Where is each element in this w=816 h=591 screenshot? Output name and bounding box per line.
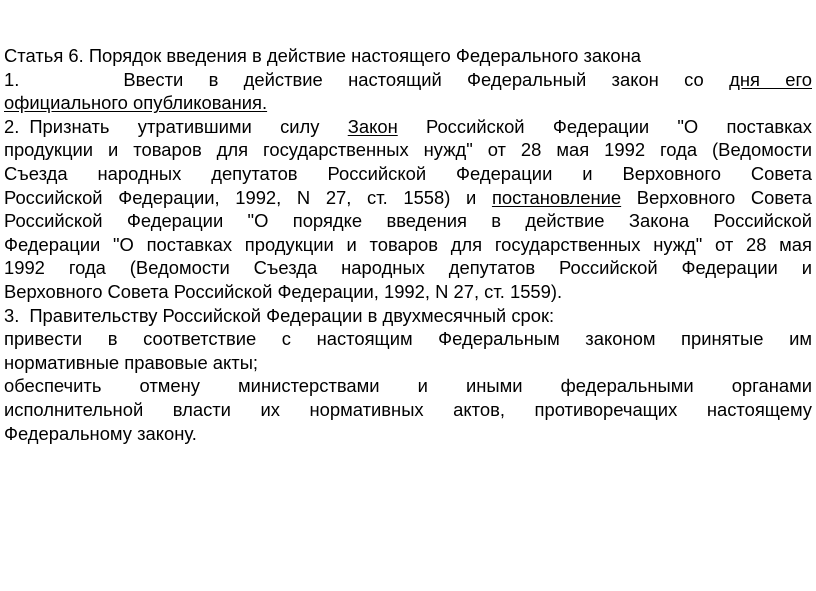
item-1-line-2 <box>4 91 812 115</box>
item-3-para-2-line-1: обеспечить отмену министерствами и иными федеральными органами <box>4 375 812 397</box>
item-1-number: 1. <box>4 68 20 90</box>
article-heading: Статья 6. Порядок введения в действие настоящего Федерального закона <box>4 45 641 66</box>
link-official-publication-part2[interactable]: официального опубликования <box>4 92 262 114</box>
item-2-line-4-pre: Российской Федерации, 1992, N 27, ст. 1558) и <box>4 186 477 208</box>
item-3-para-1-line-1: привести в соответствие с настоящим Федеральным законом принятые им <box>4 328 812 350</box>
item-3-text: Правительству Российской Федерации в двухмесячный срок: <box>29 304 555 326</box>
link-official-publication-part1[interactable]: дня его <box>729 68 812 90</box>
item-3-line-1 <box>4 304 812 328</box>
item-1-text: Ввести в действие настоящий Федеральный закон со <box>123 68 704 90</box>
document-body <box>4 44 812 445</box>
item-2-line-1 <box>4 115 812 139</box>
item-2-line-3: Съезда народных депутатов Российской Федерации и Верховного Совета <box>4 162 812 184</box>
item-1-end: . <box>261 92 268 114</box>
item-2-line-4 <box>4 186 812 210</box>
item-2-number: 2. <box>4 115 20 137</box>
item-2-line-6: Федерации "О поставках продукции и товаров для государственных нужд" от 28 мая <box>4 233 812 255</box>
item-1-line-1 <box>4 68 812 92</box>
item-2-line-5: Российской Федерации "О порядке введения в действие Закона Российской <box>4 210 812 232</box>
item-2-line-7: 1992 года (Ведомости Съезда народных депутатов Российской Федерации и <box>4 257 812 279</box>
item-2-line-4-rest: Верховного Совета <box>636 186 812 208</box>
item-2-line-8: Верховного Совета Российской Федерации, 1992, N 27, ст. 1559). <box>4 280 563 302</box>
item-2-pre: Признать утратившими силу <box>29 115 320 137</box>
item-3-para-2-line-2: исполнительной власти их нормативных актов, противоречащих настоящему <box>4 398 812 420</box>
item-2-line-2: продукции и товаров для государственных нужд" от 28 мая 1992 года (Ведомости <box>4 139 812 161</box>
item-3-para-1-line-2: нормативные правовые акты; <box>4 351 259 373</box>
item-3-number: 3. <box>4 304 20 326</box>
link-law[interactable]: Закон <box>347 115 398 137</box>
link-resolution[interactable]: постановление <box>491 186 622 208</box>
item-2-line-1-rest: Российской Федерации "О поставках <box>426 115 812 137</box>
item-3-para-2-line-3: Федеральному закону. <box>4 422 197 444</box>
